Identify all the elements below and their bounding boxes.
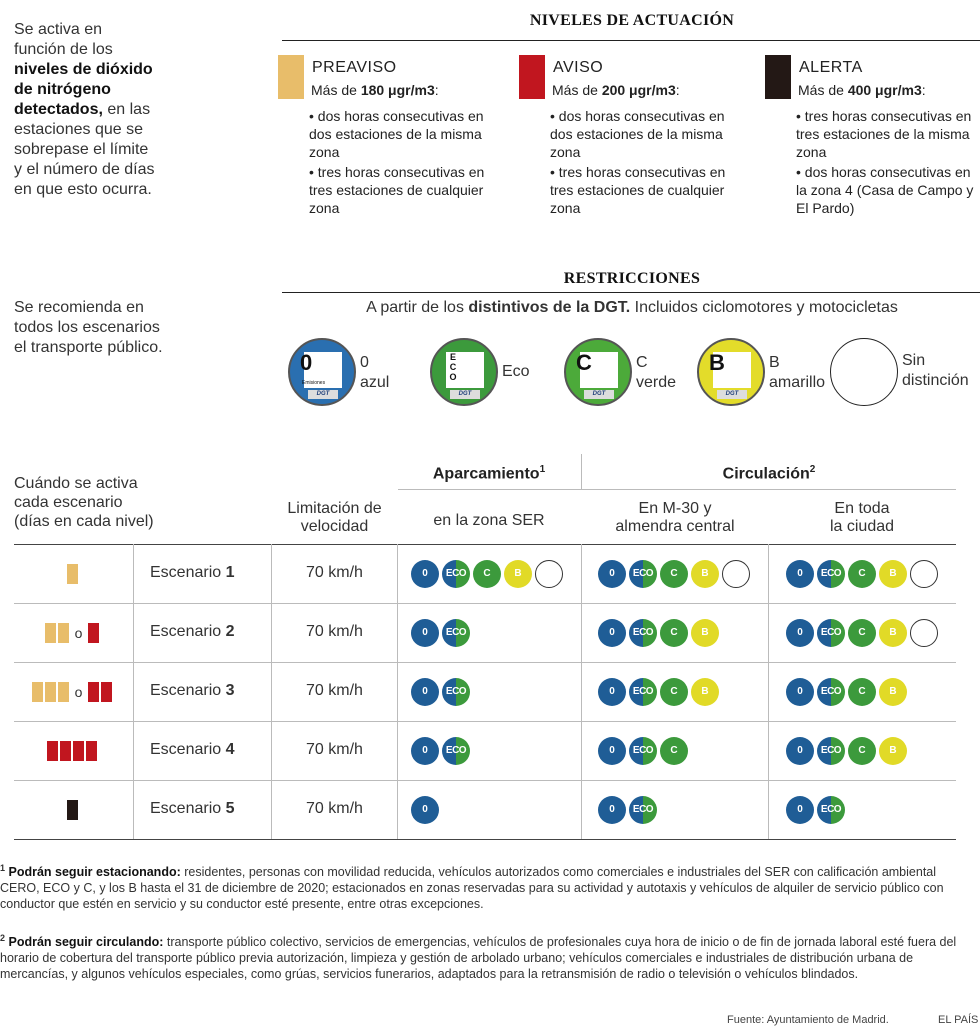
badge-dot-eco: ECO	[817, 737, 845, 765]
badge-dot-b: B	[691, 560, 719, 588]
scenario-label	[150, 741, 235, 759]
column-divider	[768, 662, 769, 721]
column-divider	[397, 721, 398, 780]
badge-dot-eco: ECO	[442, 560, 470, 588]
badge-dot-c: C	[660, 560, 688, 588]
level-title: AVISO	[553, 59, 604, 76]
badge-label	[902, 351, 969, 391]
badge-label-line: amarillo	[769, 374, 826, 391]
dgt-logo: DGT	[308, 390, 338, 399]
footnote-ref: 1	[539, 464, 546, 475]
column-divider	[271, 603, 272, 662]
speed-limit: 70 km/h	[306, 681, 363, 699]
subtitle-text: Incluidos ciclomotores y motocicletas	[630, 299, 898, 316]
level-conditions	[550, 107, 735, 219]
badge-dot-cero: 0	[786, 560, 814, 588]
footnote-number: 1	[0, 863, 6, 873]
level-day-swatch	[67, 800, 78, 820]
intro-line: estaciones que se	[14, 121, 143, 138]
badge-glyph: C	[576, 350, 592, 375]
level-day-swatch	[60, 741, 71, 761]
speed-header	[272, 500, 397, 536]
condition-item: • tres horas consecutivas en tres estaciones de cualquier zona	[309, 164, 485, 216]
badge-dot-cero: 0	[786, 619, 814, 647]
threshold-value: 400 μgr/m3	[847, 82, 922, 98]
intro-text	[14, 20, 184, 200]
column-divider	[271, 721, 272, 780]
or-separator: o	[74, 624, 83, 641]
column-divider	[397, 544, 398, 603]
badge-dot-cero: 0	[598, 560, 626, 588]
badge-dot-cero: 0	[411, 678, 439, 706]
column-divider	[271, 544, 272, 603]
dgt-logo: DGT	[717, 390, 747, 399]
scenario-text: Escenario	[150, 681, 226, 699]
badge-dot-b: B	[879, 678, 907, 706]
niveles-heading: NIVELES DE ACTUACIÓN	[529, 12, 735, 29]
intro2-line: el transporte público.	[14, 339, 163, 356]
badge-label-line: 0	[360, 354, 369, 371]
condition-item: • tres horas consecutivas en tres estaciones de cualquier zona	[550, 164, 726, 216]
scenario-text: Escenario	[150, 740, 226, 758]
badge-dot-sin	[910, 619, 938, 647]
column-divider	[397, 780, 398, 839]
level-day-swatch	[58, 623, 69, 643]
group-underline	[398, 489, 956, 490]
allowed-badges	[411, 619, 473, 647]
badge-dot-eco: ECO	[629, 737, 657, 765]
group-divider	[581, 454, 582, 490]
table-top-rule	[14, 544, 956, 545]
level-title: ALERTA	[799, 59, 863, 76]
level-day-swatch	[73, 741, 84, 761]
header-line: En toda	[834, 500, 890, 517]
level-day-swatch	[45, 682, 56, 702]
level-day-swatch	[88, 623, 99, 643]
subtitle-text: A partir de los	[366, 299, 469, 316]
badge-dot-eco: ECO	[629, 796, 657, 824]
badge-label	[769, 353, 825, 393]
restricciones-subtitle	[282, 299, 980, 317]
badge-cero	[288, 338, 356, 406]
header-text: Circulación	[722, 465, 810, 483]
badge-dot-b: B	[879, 560, 907, 588]
ser-header: en la zona SER	[433, 512, 545, 529]
column-divider	[581, 603, 582, 662]
header-line: Limitación de	[287, 500, 382, 517]
allowed-badges	[411, 796, 442, 824]
badge-glyph: 0	[300, 350, 313, 375]
header-line: velocidad	[300, 518, 369, 535]
badge-dot-c: C	[473, 560, 501, 588]
badge-dot-c: C	[848, 678, 876, 706]
badge-label	[636, 353, 676, 393]
badge-dot-b: B	[879, 737, 907, 765]
badge-label-line: C	[636, 354, 648, 371]
activation-swatches	[14, 623, 132, 643]
badge-dot-sin	[722, 560, 750, 588]
allowed-badges	[598, 560, 753, 588]
level-threshold	[798, 82, 926, 98]
badge-dot-b: B	[879, 619, 907, 647]
activation-swatches	[14, 800, 132, 820]
badge-dot-cero: 0	[786, 678, 814, 706]
badge-dot-eco: ECO	[817, 619, 845, 647]
column-divider	[397, 603, 398, 662]
level-swatch	[278, 55, 304, 99]
row-rule	[14, 662, 956, 663]
column-divider	[133, 721, 134, 780]
header-line: almendra central	[615, 518, 735, 535]
badge-label-line: Eco	[502, 363, 530, 380]
header-line: cada escenario	[14, 494, 123, 511]
level-threshold	[311, 82, 439, 98]
badge-glyph: ECO	[448, 352, 458, 382]
threshold-prefix: Más de	[798, 82, 848, 98]
column-divider	[581, 662, 582, 721]
badge-label	[360, 353, 389, 393]
level-day-swatch	[45, 623, 56, 643]
city-header	[769, 500, 955, 536]
header-line: Cuándo se activa	[14, 475, 138, 492]
badge-label-line: distinción	[902, 372, 969, 389]
intro-line: sobrepase el límite	[14, 141, 149, 158]
badge-b	[697, 338, 765, 406]
header-line: En M-30 y	[638, 500, 712, 517]
level-day-swatch	[67, 564, 78, 584]
badge-dot-eco: ECO	[442, 737, 470, 765]
badge-dot-sin	[910, 560, 938, 588]
badge-dot-eco: ECO	[442, 678, 470, 706]
badge-label-line: Sin	[902, 352, 926, 369]
aparcamiento-header	[398, 464, 580, 483]
column-divider	[133, 544, 134, 603]
row-rule	[14, 839, 956, 840]
intro2-line: Se recomienda en	[14, 299, 144, 316]
badge-dot-sin	[535, 560, 563, 588]
or-separator: o	[74, 683, 83, 700]
badge-dot-c: C	[660, 737, 688, 765]
badge-dot-eco: ECO	[817, 560, 845, 588]
badge-glyph: B	[709, 350, 725, 375]
column-divider	[133, 780, 134, 839]
badge-label	[502, 362, 530, 382]
allowed-badges	[598, 678, 722, 706]
level-swatch	[765, 55, 791, 99]
badge-dot-c: C	[848, 560, 876, 588]
column-divider	[768, 780, 769, 839]
restricciones-rule	[282, 292, 980, 293]
level-day-swatch	[58, 682, 69, 702]
badge-dot-cero: 0	[411, 560, 439, 588]
column-divider	[768, 603, 769, 662]
footnote-bold: Podrán seguir circulando:	[8, 935, 164, 950]
badge-dot-cero: 0	[411, 619, 439, 647]
badge-label-line: verde	[636, 374, 677, 391]
scenario-number: 4	[225, 740, 235, 758]
badge-dot-eco: ECO	[629, 560, 657, 588]
threshold-value: 180 μgr/m3	[360, 82, 435, 98]
footnote-bold: Podrán seguir estacionando:	[8, 865, 181, 880]
intro-line: en las	[102, 101, 151, 118]
badge-dot-eco: ECO	[817, 796, 845, 824]
row-rule	[14, 721, 956, 722]
badge-small-text: Emisiones	[302, 380, 326, 386]
level-day-swatch	[101, 682, 112, 702]
badge-dot-cero: 0	[411, 796, 439, 824]
header-text: Aparcamiento	[432, 465, 540, 483]
speed-limit: 70 km/h	[306, 563, 363, 581]
badge-dot-c: C	[848, 737, 876, 765]
intro2-line: todos los escenarios	[14, 319, 160, 336]
m30-header	[582, 500, 768, 536]
intro-line: función de los	[14, 41, 113, 58]
threshold-suffix: :	[675, 82, 680, 98]
allowed-badges	[786, 796, 848, 824]
speed-limit: 70 km/h	[306, 622, 363, 640]
scenario-label	[150, 564, 235, 582]
speed-limit: 70 km/h	[306, 799, 363, 817]
column-divider	[133, 603, 134, 662]
intro-line: en que esto ocurra.	[14, 181, 152, 198]
intro-bold: de nitrógeno	[14, 81, 111, 98]
dgt-logo: DGT	[584, 390, 614, 399]
badge-dot-c: C	[660, 619, 688, 647]
badge-dot-cero: 0	[786, 737, 814, 765]
badge-sin-distincion	[830, 338, 898, 406]
column-divider	[133, 662, 134, 721]
footnote-ref: 2	[809, 464, 816, 475]
subtitle-bold: distintivos de la DGT.	[468, 299, 631, 316]
header-line: (días en cada nivel)	[14, 513, 154, 530]
allowed-badges	[411, 737, 473, 765]
activation-swatches	[14, 682, 132, 702]
activation-swatches	[14, 564, 132, 584]
allowed-badges	[786, 678, 910, 706]
scenario-number: 3	[225, 681, 235, 699]
intro-bold: niveles de dióxido	[14, 61, 153, 78]
allowed-badges	[786, 619, 941, 647]
badge-dot-cero: 0	[411, 737, 439, 765]
level-day-swatch	[88, 682, 99, 702]
badge-dot-eco: ECO	[442, 619, 470, 647]
level-conditions	[796, 107, 980, 219]
intro2-text	[14, 298, 214, 358]
condition-item: • dos horas consecutivas en la zona 4 (Casa de Campo y El Pardo)	[796, 164, 974, 216]
condition-item: • dos horas consecutivas en dos estaciones de la misma zona	[309, 108, 484, 160]
allowed-badges	[598, 796, 660, 824]
source-text: Fuente: Ayuntamiento de Madrid.	[727, 1014, 889, 1026]
column-divider	[581, 544, 582, 603]
threshold-prefix: Más de	[311, 82, 361, 98]
row-rule	[14, 603, 956, 604]
badge-dot-b: B	[691, 619, 719, 647]
badge-dot-eco: ECO	[629, 678, 657, 706]
threshold-value: 200 μgr/m3	[601, 82, 676, 98]
scenario-text: Escenario	[150, 622, 226, 640]
scenario-label	[150, 623, 235, 641]
badge-dot-cero: 0	[598, 678, 626, 706]
allowed-badges	[411, 560, 566, 588]
column-divider	[581, 780, 582, 839]
allowed-badges	[598, 619, 722, 647]
scenario-text: Escenario	[150, 799, 226, 817]
threshold-suffix: :	[434, 82, 439, 98]
badge-dot-eco: ECO	[817, 678, 845, 706]
column-divider	[768, 544, 769, 603]
intro-line: y el número de días	[14, 161, 155, 178]
speed-limit: 70 km/h	[306, 740, 363, 758]
badge-dot-b: B	[504, 560, 532, 588]
footnote-number: 2	[0, 933, 6, 943]
badge-dot-cero: 0	[598, 796, 626, 824]
column-divider	[271, 780, 272, 839]
scenario-number: 5	[225, 799, 235, 817]
column-divider	[397, 662, 398, 721]
activation-swatches	[14, 741, 132, 761]
badge-dot-c: C	[848, 619, 876, 647]
badge-eco	[430, 338, 498, 406]
footnote-2	[0, 930, 966, 982]
table-col1-header	[14, 474, 214, 531]
threshold-suffix: :	[921, 82, 926, 98]
badge-dot-cero: 0	[786, 796, 814, 824]
column-divider	[581, 721, 582, 780]
level-title: PREAVISO	[312, 59, 397, 76]
scenario-label	[150, 682, 235, 700]
column-divider	[768, 721, 769, 780]
allowed-badges	[786, 560, 941, 588]
niveles-rule	[282, 40, 980, 41]
allowed-badges	[411, 678, 473, 706]
badge-c	[564, 338, 632, 406]
condition-item: • tres horas consecutivas en tres estaciones de la misma zona	[796, 108, 972, 160]
level-swatch	[519, 55, 545, 99]
scenario-text: Escenario	[150, 563, 226, 581]
row-rule	[14, 780, 956, 781]
footnote-text: transporte público colectivo, servicios de emergencias, vehículos de profesionales cuya hora de inicio o de fin de jornada laboral esté fuera del horario de cobertura del transporte público previa autorización, limpieza y gestión de arbolado urbano; vehículos comerciales e industriales de distribución urbana de mercancías, y algunos vehículos especiales, como grúas, servicios funerarios, adaptados para la retransmisión de radio o televisión o vehículos blindados.	[0, 935, 957, 982]
level-day-swatch	[86, 741, 97, 761]
threshold-prefix: Más de	[552, 82, 602, 98]
badge-dot-b: B	[691, 678, 719, 706]
scenario-number: 1	[225, 563, 235, 581]
badge-dot-cero: 0	[598, 619, 626, 647]
badge-dot-eco: ECO	[629, 619, 657, 647]
brand-text: EL PAÍS	[938, 1014, 979, 1026]
footnote-text: residentes, personas con movilidad reducida, vehículos autorizados como comerciales e industriales del SER con calificación ambiental CERO, ECO y C, y los B hasta el 31 de diciembre de 2020; estacionados en zonas reservadas para su actividad y autotaxis y vehículos de alquiler de servicio público con conductor que estén en servicio y su conductor esté presente, entre otras excepciones.	[0, 865, 944, 912]
restricciones-heading: RESTRICCIONES	[563, 270, 701, 287]
column-divider	[271, 662, 272, 721]
allowed-badges	[786, 737, 910, 765]
level-threshold	[552, 82, 680, 98]
level-day-swatch	[32, 682, 43, 702]
badge-dot-cero: 0	[598, 737, 626, 765]
scenario-number: 2	[225, 622, 235, 640]
intro-bold: detectados,	[14, 101, 103, 118]
dgt-logo: DGT	[450, 390, 480, 399]
allowed-badges	[598, 737, 691, 765]
intro-line: Se activa en	[14, 21, 103, 38]
condition-item: • dos horas consecutivas en dos estaciones de la misma zona	[550, 108, 725, 160]
badge-label-line: azul	[360, 374, 390, 391]
footnote-1	[0, 860, 966, 912]
badge-dot-c: C	[660, 678, 688, 706]
circulacion-header	[582, 464, 956, 483]
header-line: la ciudad	[829, 518, 895, 535]
badge-label-line: B	[769, 354, 780, 371]
scenario-label	[150, 800, 235, 818]
level-conditions	[309, 107, 494, 219]
level-day-swatch	[47, 741, 58, 761]
